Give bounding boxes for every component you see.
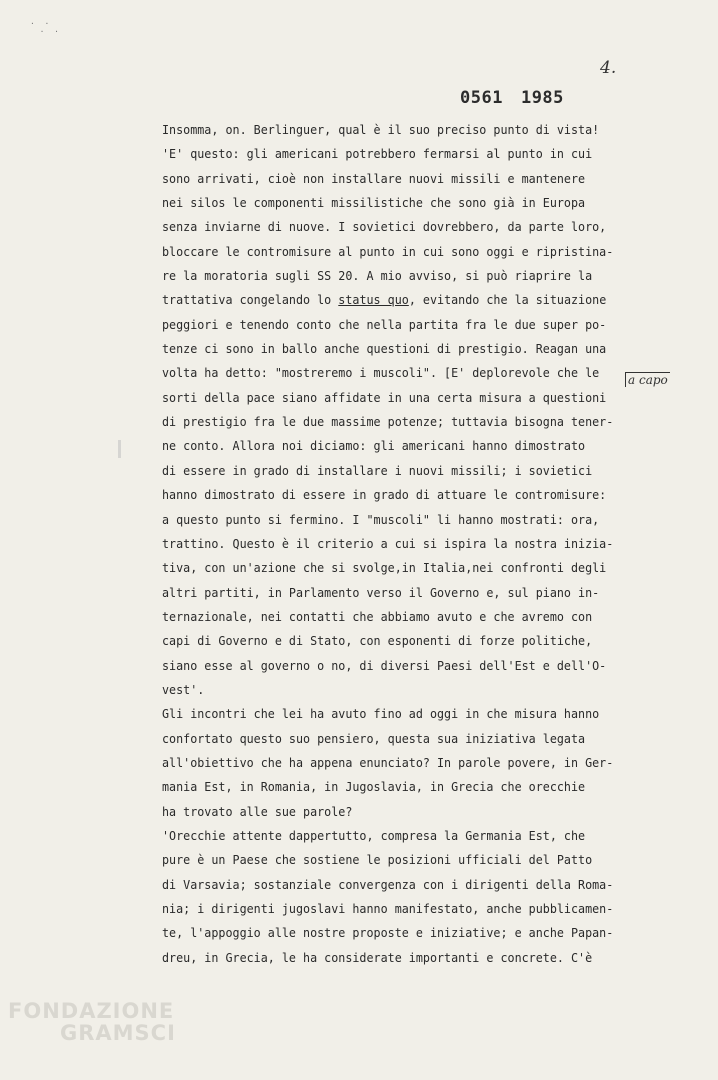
- text-line: pure è un Paese che sostiene le posizioni ufficiali del Patto: [162, 852, 593, 868]
- text-line: mania Est, in Romania, in Jugoslavia, in Grecia che orecchie: [162, 779, 586, 795]
- text-line: re la moratoria sugli SS 20. A mio avviso, si può riaprire la: [162, 268, 593, 284]
- text-line: all'obiettivo che ha appena enunciato? In parole povere, in Ger-: [162, 754, 614, 770]
- text-line: sorti della pace siano affidate in una certa misura a questioni: [162, 389, 607, 405]
- text-line: ha trovato alle sue parole?: [162, 803, 353, 819]
- text-line: ne conto. Allora noi diciamo: gli americani hanno dimostrato: [162, 438, 586, 454]
- text-line: volta ha detto: "mostreremo i muscoli". [E' deplorevole che le: [162, 365, 600, 381]
- text-line: 'E' questo: gli americani potrebbero fermarsi al punto in cui: [162, 146, 593, 162]
- text-line: 'Orecchie attente dappertutto, compresa la Germania Est, che: [162, 827, 586, 843]
- watermark-line-2: GRAMSCI: [60, 1021, 176, 1045]
- text-line: di essere in grado di installare i nuovi missili; i sovietici: [162, 462, 593, 478]
- margin-annotation: a capo: [625, 372, 670, 387]
- text-line: peggiori e tenendo conto che nella partita fra le due super po-: [162, 316, 607, 332]
- typed-body-text: [162, 118, 614, 970]
- archive-number-2: 1985: [520, 88, 564, 108]
- handwritten-page-number: 4.: [600, 58, 617, 78]
- text-line: ternazionale, nei contatti che abbiamo avuto e che avremo con: [162, 608, 593, 624]
- text-line: trattativa congelando lo status quo, evitando che la situazione: [162, 292, 607, 308]
- archive-number: [460, 88, 582, 108]
- text-line: nia; i dirigenti jugoslavi hanno manifestato, anche pubblicamen-: [162, 901, 614, 916]
- text-line: vest'.: [162, 681, 205, 697]
- text-line: Gli incontri che lei ha avuto fino ad oggi in che misura hanno: [162, 706, 600, 722]
- text-line: di Varsavia; sostanziale convergenza con i dirigenti della Roma-: [162, 876, 614, 892]
- watermark-line-1: FONDAZIONE: [8, 999, 175, 1023]
- text-line: senza inviarne di nuove. I sovietici dovrebbero, da parte loro,: [162, 219, 607, 235]
- text-line: confortato questo suo pensiero, questa sua iniziativa legata: [162, 730, 586, 746]
- text-line: di prestigio fra le due massime potenze; tuttavia bisogna tener-: [162, 414, 614, 430]
- watermark-logo: [8, 1000, 176, 1044]
- text-line: Insomma, on. Berlinguer, qual è il suo preciso punto di vista!: [162, 122, 600, 137]
- archive-number-1: 0561: [460, 88, 503, 108]
- text-line: bloccare le contromisure al punto in cui sono oggi e ripristina-: [162, 243, 614, 259]
- text-line: hanno dimostrato di essere in grado di attuare le contromisure:: [162, 487, 607, 503]
- paper-mark: [118, 440, 121, 458]
- text-line: a questo punto si fermino. I "muscoli" li hanno mostrati: ora,: [162, 511, 600, 527]
- text-line: siano esse al governo o no, di diversi Paesi dell'Est e dell'O-: [162, 657, 607, 673]
- underlined-phrase: status quo: [338, 292, 409, 308]
- text-line: tenze ci sono in ballo anche questioni di prestigio. Reagan una: [162, 341, 607, 357]
- text-line: sono arrivati, cioè non installare nuovi missili e mantenere: [162, 170, 586, 186]
- corner-specks: · · · ·: [30, 19, 59, 36]
- text-line: tiva, con un'azione che si svolge,in Italia,nei confronti degli: [162, 560, 607, 576]
- text-line: capi di Governo e di Stato, con esponenti di forze politiche,: [162, 633, 593, 649]
- text-line: dreu, in Grecia, le ha considerate importanti e concrete. C'è: [162, 949, 593, 965]
- text-line: altri partiti, in Parlamento verso il Governo e, sul piano in-: [162, 584, 600, 600]
- text-line: trattino. Questo è il criterio a cui si ispira la nostra inizia-: [162, 535, 614, 551]
- text-line: nei silos le componenti missilistiche che sono già in Europa: [162, 195, 586, 211]
- text-line: te, l'appoggio alle nostre proposte e iniziative; e anche Papan-: [162, 925, 614, 941]
